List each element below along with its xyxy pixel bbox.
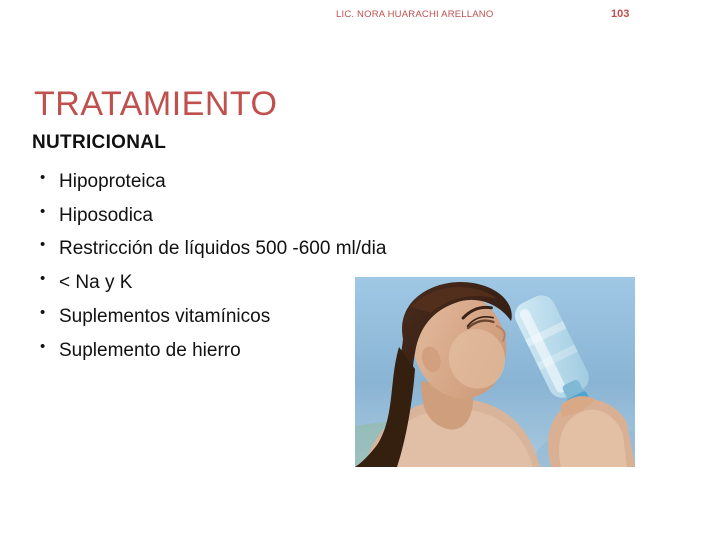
page-title: TRATAMIENTO xyxy=(34,84,278,123)
list-item: • Restricción de líquidos 500 -600 ml/dia xyxy=(32,232,532,266)
header-author-text: LIC. NORA HUARACHI ARELLANO xyxy=(336,9,494,20)
list-item: • Suplementos vitamínicos xyxy=(32,300,532,334)
page-number: 103 xyxy=(611,8,630,20)
slide-header xyxy=(0,0,720,28)
list-item: • < Na y K xyxy=(32,266,532,300)
list-item: • Hiposodica xyxy=(32,199,532,233)
list-item: • Suplemento de hierro xyxy=(32,334,532,368)
woman-drinking-water-photo xyxy=(355,277,635,467)
list-item: • Hipoproteica xyxy=(32,165,532,199)
subheading: NUTRICIONAL xyxy=(32,132,167,153)
